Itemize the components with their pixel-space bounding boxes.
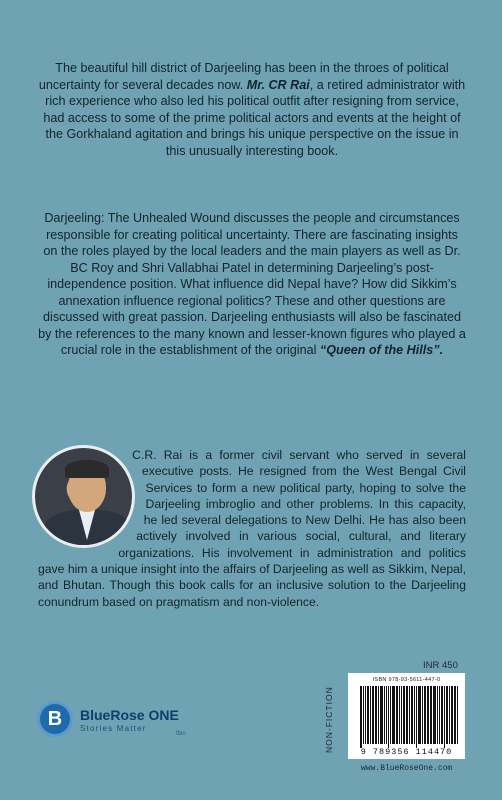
barcode-stripe <box>424 686 426 744</box>
barcode-stripe <box>414 686 415 744</box>
blurb-text: , a retired administrator with rich experience who also led his political outfit after resigning from service, had access to some of the prime political actors and events at the height of the Gorkhaland agitation and brings his unique perspective on the issue in this unusually interesting book. <box>43 77 466 158</box>
barcode-stripe <box>399 686 400 744</box>
barcode-stripe <box>437 686 438 744</box>
isbn-number: ISBN 978-93-5611-447-0 <box>372 677 441 683</box>
barcode-stripe <box>441 686 443 744</box>
barcode-stripe <box>418 686 421 744</box>
barcode-stripe <box>411 686 413 744</box>
publisher-tagline: Stories Matter <box>80 724 147 733</box>
barcode-stripe <box>427 686 428 744</box>
isbn-digits: 9 789356 114470 <box>360 747 453 757</box>
barcode-stripe <box>401 686 402 744</box>
barcode-stripe <box>378 686 379 744</box>
author-photo <box>32 445 135 548</box>
barcode-stripe <box>457 686 458 744</box>
barcode-stripe <box>406 686 409 744</box>
social-icons: fbin <box>176 731 186 737</box>
blurb-paragraph-2 <box>38 210 466 359</box>
barcode-stripe <box>390 686 391 744</box>
isbn-barcode <box>348 673 465 759</box>
barcode-stripe <box>451 686 453 744</box>
publisher-website: www.BlueRoseOne.com <box>361 764 453 773</box>
author-bio-text: C.R. Rai is a former civil servant who served in several executive posts. He resigned from the West Bengal Civil Services to form a new political party, hoping to solve the Darjeeling imbroglio and other problems. In this capacity, he led several delegations to New Delhi. He has also been actively involved in various social, cultural, and literary organizations. His involvement in administration and politics gave him a unique insight into the affairs of Darjeeling as well as Sikkim, Nepal, and Bhutan. Though this book calls for an inclusive solution to the Darjeeling conundrum based on pragmatism and non-violence. <box>38 448 466 609</box>
barcode-stripe <box>365 686 366 744</box>
barcode-stripe <box>388 686 390 748</box>
barcode-stripe <box>403 686 405 744</box>
barcode-stripe <box>433 686 436 744</box>
barcode-stripe <box>416 686 417 748</box>
barcode-stripe <box>446 686 449 744</box>
price-label: INR 450 <box>423 660 458 671</box>
barcode-stripe <box>386 686 387 744</box>
book-tagline: “Queen of the Hills”. <box>319 343 444 357</box>
barcode-stripe <box>380 686 383 744</box>
publisher-name: BlueRose ONE <box>80 707 179 723</box>
author-bio <box>38 447 466 610</box>
publisher-logo-icon: B <box>40 704 70 734</box>
barcode-stripe <box>372 686 374 744</box>
blurb-text: Darjeeling: The Unhealed Wound discusses the people and circumstances responsible for creating political uncertainty. There are fascinating insights on the roles played by the local leaders and the main players as well as Dr. BC Roy and Shri Vallabhai Patel in determining Darjeeling’s post-independence position. What influence did Nepal have? How did Sikkim’s annexation influence regional politics? These and other questions are discussed with great passion. Darjeeling enthusiasts will also be fascinated by the references to the many known and lesser-known figures who played a crucial role in the establishment of the original <box>38 211 466 357</box>
barcode-stripe <box>396 686 398 744</box>
barcode-stripe <box>392 686 395 744</box>
barcode-stripe <box>449 686 450 744</box>
blurb-text: The beautiful hill district of Darjeeling has been in the throes of political uncertainty for several decades now. <box>38 61 449 92</box>
barcode-stripe <box>428 686 429 744</box>
barcode-stripe <box>430 686 432 744</box>
barcode-stripe <box>454 686 456 744</box>
barcode-stripe <box>444 686 445 748</box>
genre-label: NON-FICTION <box>324 686 334 754</box>
blurb-paragraph-1 <box>38 60 466 159</box>
barcode-stripe <box>360 686 362 748</box>
barcode-stripe <box>409 686 410 744</box>
barcode-bars <box>360 686 459 748</box>
barcode-stripe <box>363 686 364 744</box>
barcode-stripe <box>439 686 440 744</box>
barcode-stripe <box>375 686 377 744</box>
barcode-stripe <box>370 686 371 744</box>
barcode-stripe <box>422 686 423 744</box>
barcode-stripe <box>384 686 385 744</box>
author-name: Mr. CR Rai <box>246 77 310 92</box>
barcode-stripe <box>367 686 370 744</box>
